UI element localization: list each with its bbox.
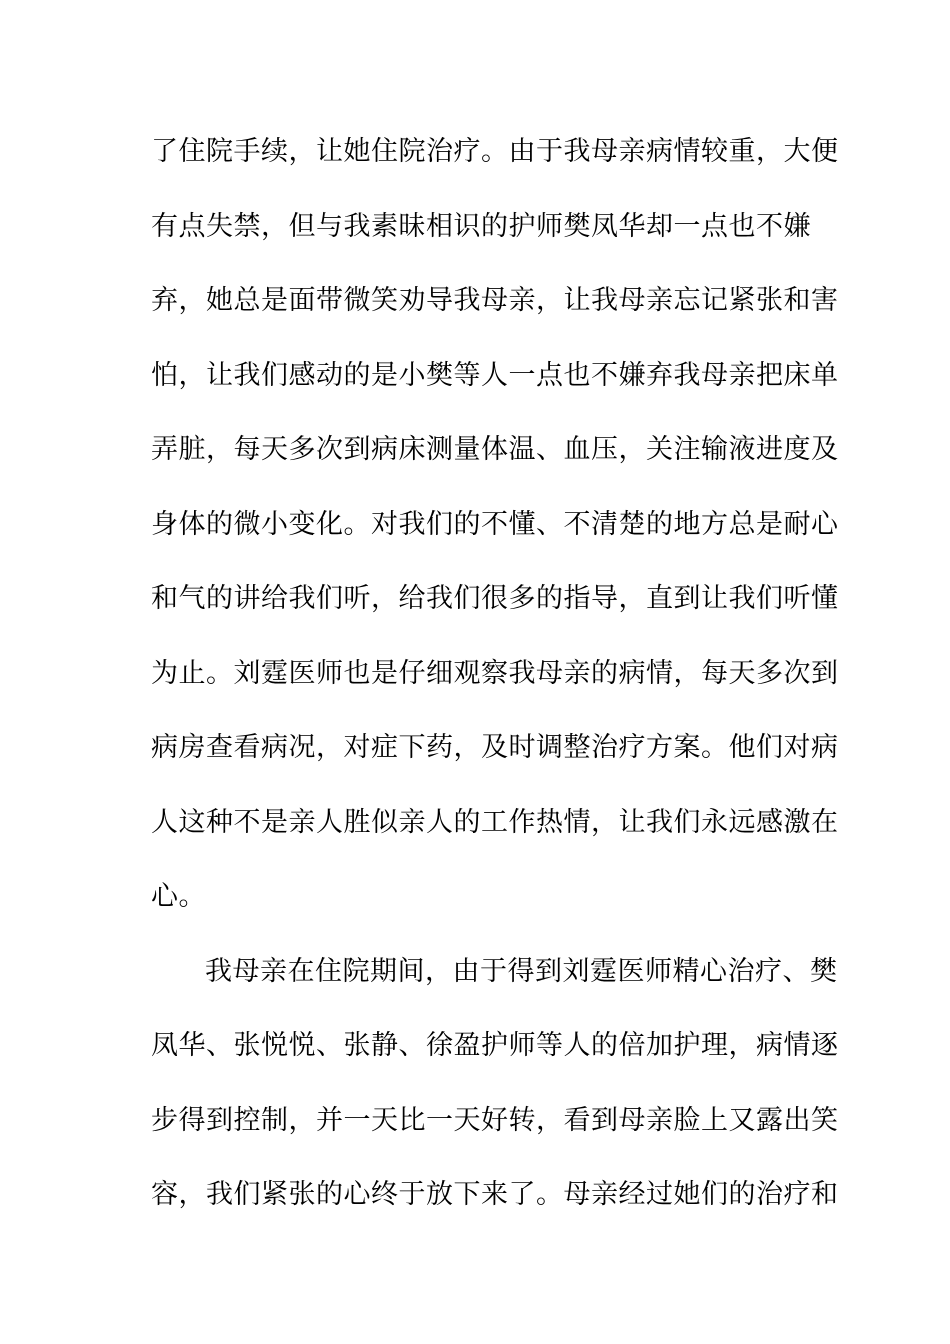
text-line: 凤华、张悦悦、张静、徐盈护师等人的倍加护理，病情逐 [151,1030,839,1061]
text-line: 有点失禁，但与我素昧相识的护师樊凤华却一点也不嫌 [151,210,811,242]
text-line: 怕，让我们感动的是小樊等人一点也不嫌弃我母亲把床单 [151,359,839,391]
text-line: 容，我们紧张的心终于放下来了。母亲经过她们的治疗和 [151,1179,839,1210]
text-line: 步得到控制，并一天比一天好转，看到母亲脸上又露出笑 [151,1104,839,1136]
text-line: 了住院手续，让她住院治疗。由于我母亲病情较重，大便 [151,136,839,167]
text-line: 身体的微小变化。对我们的不懂、不清楚的地方总是耐心 [151,508,839,540]
paragraph-first-line: 我母亲在住院期间，由于得到刘霆医师精心治疗、樊 [205,955,838,987]
text-line: 心。 [151,881,206,912]
body-text [151,127,839,1245]
text-line: 弄脏，每天多次到病床测量体温、血压，关注输液进度及 [151,434,839,465]
text-line: 弃，她总是面带微笑劝导我母亲，让我母亲忘记紧张和害 [151,285,839,316]
text-line: 为止。刘霆医师也是仔细观察我母亲的病情，每天多次到 [151,657,839,689]
text-line: 病房查看病况，对症下药，及时调整治疗方案。他们对病 [151,732,839,763]
text-line: 和气的讲给我们听，给我们很多的指导，直到让我们听懂 [151,583,839,614]
text-line: 人这种不是亲人胜似亲人的工作热情，让我们永远感激在 [151,806,839,838]
